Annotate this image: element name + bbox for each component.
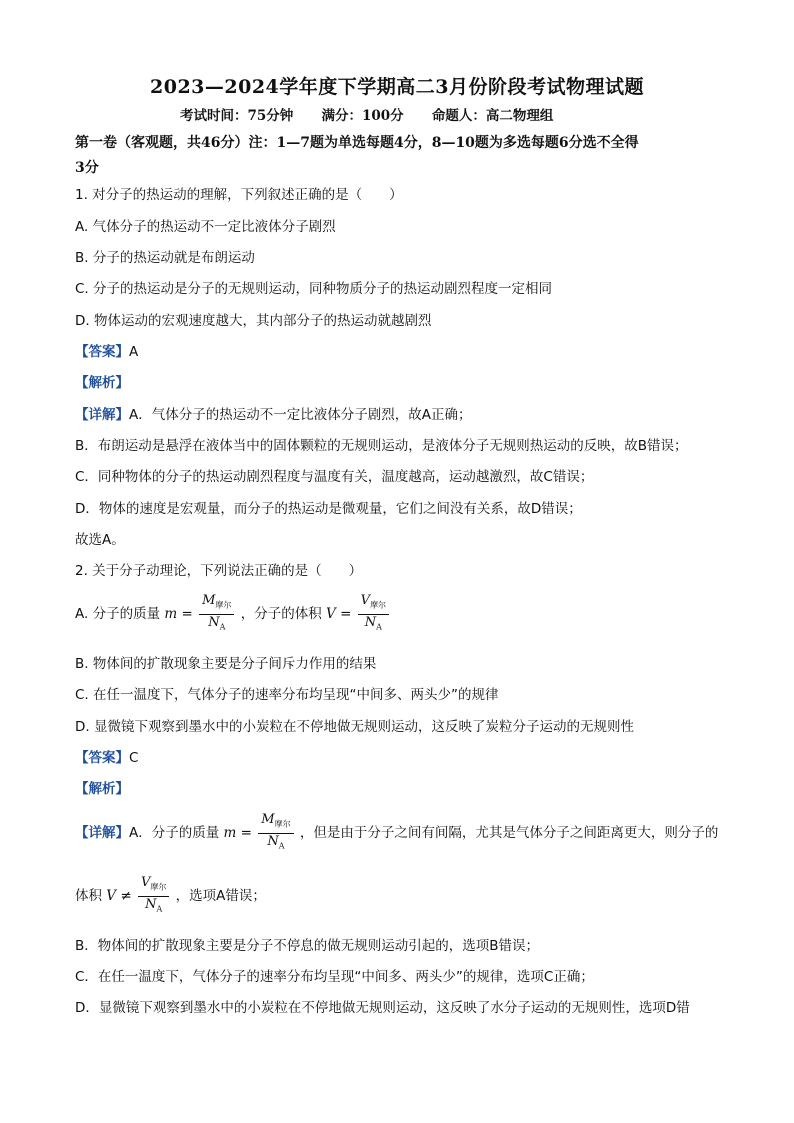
analysis-tag: 【解析】: [75, 375, 129, 391]
volume-fraction: [358, 593, 389, 635]
q1-detail-4: D．物体的速度是宏观量，而分子的热运动是微观量，它们之间没有关系，故D错误；: [75, 501, 582, 517]
detail-text: ，但是由于分子之间有间隔，尤其是气体分子之间距离更大，则分子的: [299, 825, 719, 842]
q1-option-a: A. 气体分子的热运动不一定比液体分子剧烈: [75, 219, 336, 235]
frac-denominator: $N_A$: [145, 896, 163, 914]
q1-option-c: C. 分子的热运动是分子的无规则运动，同种物质分子的热运动剧烈程度一定相同: [75, 281, 553, 297]
mass-symbol: m: [223, 825, 237, 842]
detail-text: A．气体分子的热运动不一定比液体分子剧烈，故A正确；: [129, 407, 472, 423]
detail-text: ，选项A错误；: [175, 888, 266, 905]
q1-detail-2: B．布朗运动是悬浮在液体当中的固体颗粒的无规则运动，是液体分子无规则热运动的反映，故B错误；: [75, 438, 688, 454]
equals-sign: =: [181, 606, 193, 623]
q2-option-d: D. 显微镜下观察到墨水中的小炭粒在不停地做无规则运动，这反映了炭粒分子运动的无规则性: [75, 719, 634, 735]
section-line-2: 3分: [75, 160, 99, 176]
q1-stem: 1. 对分子的热运动的理解，下列叙述正确的是（ ）: [75, 187, 403, 203]
volume-symbol: V: [106, 888, 117, 905]
section-line-1: 第一卷（客观题，共46分）注：1—7题为单选每题4分，8—10题为多选每题6分选不全得: [75, 135, 639, 151]
exam-title: 2023—2024学年度下学期高二3月份阶段考试物理试题: [150, 76, 644, 98]
equals-sign: =: [340, 606, 352, 623]
q2-answer: [75, 746, 138, 766]
q2-detail-4: C．在任一温度下，气体分子的速率分布均呈现“中间多、两头少”的规律，选项C正确；: [75, 969, 594, 985]
detail-tag: 【详解】: [75, 407, 129, 423]
q2-detail-1: [75, 812, 718, 854]
detail-text: 体积: [75, 888, 102, 905]
q2-stem: 2. 关于分子动理论，下列说法正确的是（ ）: [75, 563, 363, 579]
answer-tag: 【答案】: [75, 344, 129, 360]
frac-denominator: $N_A$: [364, 614, 382, 632]
q2-detail-3: B．物体间的扩散现象主要是分子不停息的做无规则运动引起的，选项B错误；: [75, 938, 540, 954]
detail-text: A．分子的质量: [129, 825, 220, 842]
q1-detail-1: [75, 403, 471, 423]
volume-symbol: V: [326, 606, 336, 623]
option-a-text: A. 分子的质量: [75, 606, 161, 623]
frac-numerator: $V_{摩尔}$: [358, 593, 389, 615]
exam-meta: 考试时间：75分钟 满分：100分 命题人：高二物理组: [180, 108, 554, 124]
q2-option-b: B. 物体间的扩散现象主要是分子间斥力作用的结果: [75, 656, 377, 672]
answer-value: A: [129, 344, 139, 360]
q1-conclusion: 故选A。: [75, 532, 125, 548]
q1-answer: [75, 340, 138, 360]
mass-fraction: [199, 593, 234, 635]
answer-value: C: [129, 750, 139, 766]
equals-sign: =: [240, 825, 252, 842]
q1-option-b: B. 分子的热运动就是布朗运动: [75, 250, 255, 266]
section-heading: [75, 131, 725, 181]
q1-option-d: D. 物体运动的宏观速度越大，其内部分子的热运动就越剧烈: [75, 313, 432, 329]
volume-fraction: [138, 875, 169, 917]
detail-tag: 【详解】: [75, 825, 129, 842]
q2-detail-2: [75, 875, 266, 917]
answer-tag: 【答案】: [75, 750, 129, 766]
frac-numerator: $M_{摩尔}$: [199, 593, 234, 615]
q1-analysis-tag: [75, 371, 129, 391]
mass-fraction: [258, 812, 293, 854]
q2-analysis-tag: [75, 777, 129, 797]
q2-option-a: [75, 593, 391, 635]
frac-numerator: $M_{摩尔}$: [258, 812, 293, 834]
q1-detail-3: C．同种物体的分子的热运动剧烈程度与温度有关，温度越高，运动越激烈，故C错误；: [75, 469, 594, 485]
not-equal-sign: ≠: [120, 888, 132, 905]
mass-symbol: m: [164, 606, 178, 623]
frac-denominator: $N_A$: [267, 833, 285, 851]
q2-detail-5: D．显微镜下观察到墨水中的小炭粒在不停地做无规则运动，这反映了水分子运动的无规则性，选项D错: [75, 1000, 690, 1016]
frac-numerator: $V_{摩尔}$: [138, 875, 169, 897]
frac-denominator: $N_A$: [208, 614, 226, 632]
q2-option-c: C. 在任一温度下，气体分子的速率分布均呈现“中间多、两头少”的规律: [75, 687, 499, 703]
analysis-tag: 【解析】: [75, 781, 129, 797]
option-a-mid: ，分子的体积: [240, 606, 322, 623]
